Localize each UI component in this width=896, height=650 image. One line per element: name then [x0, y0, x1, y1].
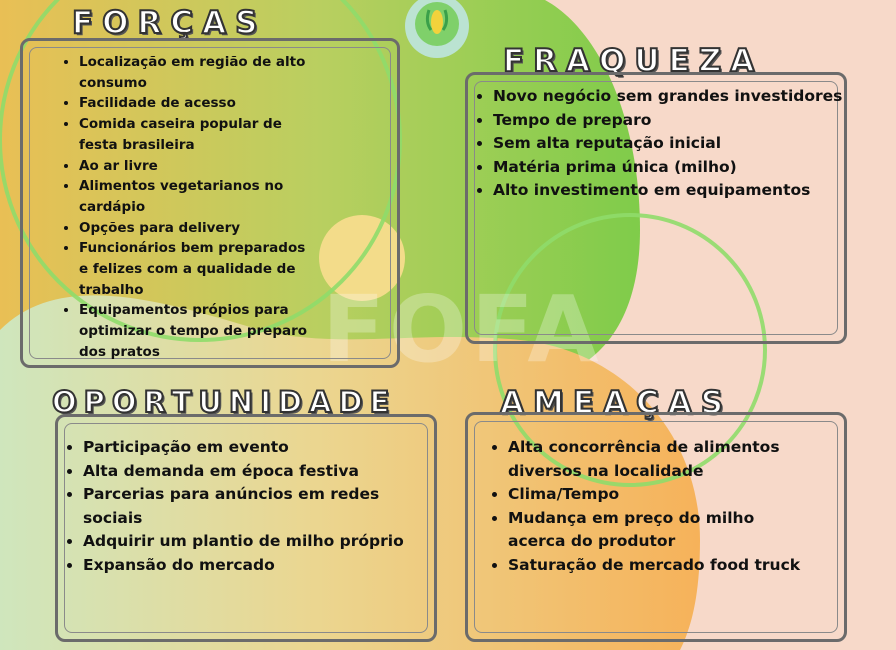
- fraqueza-title: FRAQUEZA: [503, 43, 764, 79]
- oportunidade-list: [65, 436, 423, 578]
- list-item: • Opções para delivery: [79, 218, 319, 239]
- forcas-title: FORÇAS: [72, 5, 267, 41]
- list-item: • Equipamentos própios para optimizar o tempo de preparo dos pratos: [79, 300, 319, 362]
- oportunidade-title: OPORTUNIDADE: [52, 385, 397, 419]
- corn-icon: [403, 0, 471, 64]
- list-item: • Tempo de preparo: [493, 109, 858, 133]
- forcas-list: [61, 52, 319, 363]
- list-item: • Alta concorrência de alimentos diversos na localidade: [508, 436, 813, 483]
- list-item: • Funcionários bem preparados e felizes com a qualidade de trabalho: [79, 238, 319, 300]
- list-item: • Saturação de mercado food truck: [508, 554, 813, 578]
- list-item: • Parcerias para anúncios em redes sociais: [83, 483, 423, 530]
- fraqueza-list: [475, 85, 858, 203]
- list-item: • Novo negócio sem grandes investidores: [493, 85, 858, 109]
- list-item: • Matéria prima única (milho): [493, 156, 858, 180]
- list-item: • Participação em evento: [83, 436, 423, 460]
- list-item: • Expansão do mercado: [83, 554, 423, 578]
- list-item: • Mudança em preço do milho acerca do produtor: [508, 507, 813, 554]
- watermark-text: FOFA: [322, 276, 603, 383]
- list-item: • Sem alta reputação inicial: [493, 132, 858, 156]
- list-item: • Adquirir um plantio de milho próprio: [83, 530, 423, 554]
- list-item: • Ao ar livre: [79, 156, 319, 177]
- list-item: • Alto investimento em equipamentos: [493, 179, 858, 203]
- list-item: • Clima/Tempo: [508, 483, 813, 507]
- ameacas-list: [490, 436, 813, 578]
- logo: [403, 0, 471, 64]
- list-item: • Alimentos vegetarianos no cardápio: [79, 176, 319, 217]
- list-item: • Alta demanda em época festiva: [83, 460, 423, 484]
- list-item: • Comida caseira popular de festa brasileira: [79, 114, 319, 155]
- list-item: • Localização em região de alto consumo: [79, 52, 319, 93]
- list-item: • Facilidade de acesso: [79, 93, 319, 114]
- ameacas-title: AMEAÇAS: [500, 385, 733, 421]
